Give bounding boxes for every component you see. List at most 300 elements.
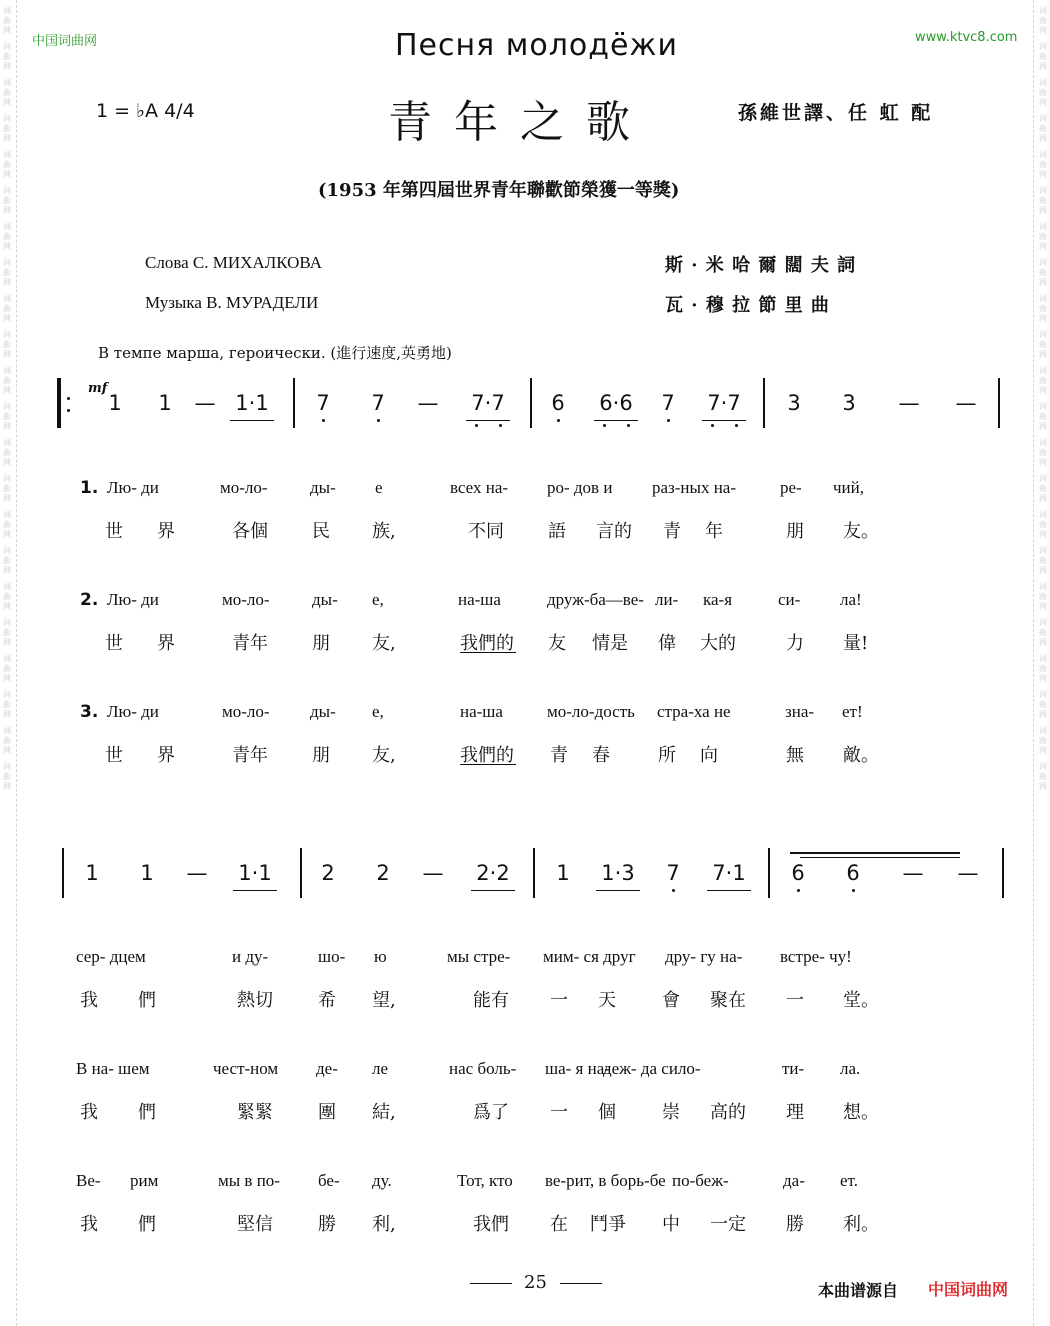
side-watermark-char: 曲 (1039, 520, 1047, 529)
side-watermark-char: 曲 (1039, 664, 1047, 673)
side-watermark-char: 曲 (3, 412, 11, 421)
lyric-ru-syllable: чий, (833, 478, 864, 497)
side-watermark-char: 词 (1039, 222, 1047, 231)
note-13: 3 (787, 391, 801, 415)
side-watermark-char: 曲 (1039, 52, 1047, 61)
repeat-dot-top (67, 397, 70, 400)
side-watermark-char: 词 (3, 618, 11, 627)
lyric-ru-syllable: В на- шем (76, 1059, 150, 1078)
side-watermark-char: 网 (1039, 638, 1047, 647)
side-watermark-char: 词 (1039, 510, 1047, 519)
verse-number: 1. (80, 478, 99, 498)
beam-underline (466, 420, 510, 421)
lyric-cn-char: 天 (598, 990, 616, 1011)
low-octave-dot (797, 889, 800, 892)
barline-2 (300, 848, 302, 898)
lyric-cn-char: 敵。 (843, 745, 879, 766)
lyric-cn-char: 大的 (700, 633, 736, 654)
side-watermark-char: 网 (3, 26, 11, 35)
lyric-cn-char: 無 (786, 745, 804, 766)
beam-underline (471, 890, 515, 891)
side-watermark-char: 词 (1039, 114, 1047, 123)
note-12: 7·1 (712, 861, 746, 885)
lyric-cn-char: 高的 (710, 1102, 746, 1123)
lyric-cn-char: 一 (550, 1102, 568, 1123)
lyric-ru-syllable: мо-ло-дость (547, 702, 635, 721)
note-9: 1 (556, 861, 570, 885)
side-watermark-char: 网 (3, 62, 11, 71)
side-watermark-char: 曲 (3, 520, 11, 529)
tempo-marking: В темпе марша, героически. (進行速度,英勇地) (98, 344, 452, 362)
low-octave-dot (322, 419, 325, 422)
side-watermark-char: 网 (3, 638, 11, 647)
lyric-cn-char: 利。 (843, 1214, 879, 1235)
side-watermark-char: 网 (3, 458, 11, 467)
lyric-cn-char: 一 (550, 990, 568, 1011)
side-watermark-char: 曲 (1039, 772, 1047, 781)
side-watermark-char: 曲 (3, 736, 11, 745)
note-5: 2 (321, 861, 335, 885)
lyric-ru-syllable: на-ша (460, 702, 503, 721)
side-watermark-char: 曲 (1039, 88, 1047, 97)
source-site: 中国词曲网 (928, 1280, 1009, 1299)
lyric-ru-syllable: ды- (310, 702, 336, 721)
side-watermark-char: 网 (3, 206, 11, 215)
note-10: 6·6 (599, 391, 633, 415)
side-watermark-char: 词 (1039, 186, 1047, 195)
lyric-cn-char: 界 (157, 633, 175, 654)
watermark-site-right: www.ktvc8.com (915, 30, 1018, 45)
side-watermark-char: 曲 (3, 484, 11, 493)
lyric-cn-char: 想。 (843, 1102, 879, 1123)
lyric-cn-char: 們 (138, 1214, 156, 1235)
low-octave-dot (667, 419, 670, 422)
lyric-ru-syllable: друж-ба—ве- (547, 590, 644, 609)
side-watermark-char: 曲 (1039, 340, 1047, 349)
side-watermark-char: 曲 (3, 376, 11, 385)
low-octave-dot (603, 424, 606, 427)
lyric-cn-char: 我 (80, 1214, 98, 1235)
side-watermark-char: 网 (3, 242, 11, 251)
side-watermark-char: 网 (3, 278, 11, 287)
note-10: 1·3 (601, 861, 635, 885)
side-watermark-char: 词 (3, 690, 11, 699)
side-watermark-char: 曲 (1039, 232, 1047, 241)
lyric-underline (460, 652, 516, 653)
lyric-ru-syllable: Лю- ди (107, 478, 159, 497)
beam-underline (230, 420, 274, 421)
lyric-ru-syllable: рим (130, 1171, 159, 1190)
subtitle-award: (1953 年第四屆世界青年聯歡節榮獲一等獎) (318, 180, 680, 201)
side-watermark-char: 词 (3, 546, 11, 555)
lyric-cn-char: 不同 (468, 521, 504, 542)
lyric-cn-char: 界 (157, 745, 175, 766)
lyric-cn-char: 能有 (473, 990, 509, 1011)
note-8: 7·7 (471, 391, 505, 415)
side-watermark-char: 词 (3, 6, 11, 15)
side-watermark-char: 网 (3, 494, 11, 503)
barline-4 (763, 378, 765, 428)
side-watermark-char: 曲 (3, 268, 11, 277)
side-watermark-char: 词 (3, 366, 11, 375)
side-watermark-char: 网 (3, 98, 11, 107)
low-octave-dot (557, 419, 560, 422)
lyric-ru-syllable: е, (372, 590, 384, 609)
side-watermark-char: 网 (1039, 602, 1047, 611)
note-1: 1 (85, 861, 99, 885)
note-9: 6 (551, 391, 565, 415)
side-watermark-char: 词 (1039, 690, 1047, 699)
low-octave-dot (627, 424, 630, 427)
side-watermark-char: 词 (3, 402, 11, 411)
lyric-ru-syllable: мим- ся друг (543, 947, 636, 966)
lyric-ru-syllable: дру- гу на- (665, 947, 743, 966)
lyric-ru-syllable: мо-ло- (220, 478, 268, 497)
side-watermark-char: 网 (3, 170, 11, 179)
side-watermark-char: 词 (3, 78, 11, 87)
side-watermark-char: 曲 (3, 556, 11, 565)
side-watermark-char: 曲 (1039, 412, 1047, 421)
barline-5 (998, 378, 1000, 428)
side-watermark-char: 网 (3, 530, 11, 539)
side-watermark-char: 词 (3, 510, 11, 519)
side-watermark-char: 词 (3, 150, 11, 159)
side-watermark-char: 词 (3, 474, 11, 483)
lyric-ru-syllable: нас боль- (449, 1059, 517, 1078)
side-watermark-char: 词 (1039, 582, 1047, 591)
low-octave-dot (377, 419, 380, 422)
side-watermark-char: 曲 (1039, 556, 1047, 565)
lyric-ru-syllable: ет! (842, 702, 863, 721)
side-watermark-char: 词 (3, 114, 11, 123)
side-watermark-char: 词 (1039, 366, 1047, 375)
lyric-ru-syllable: раз-ных на- (652, 478, 736, 497)
lyric-cn-char: 族, (372, 521, 396, 542)
side-watermark-char: 曲 (1039, 304, 1047, 313)
lyric-cn-char: 世 (105, 633, 123, 654)
source-label: 本曲谱源自 (818, 1281, 899, 1300)
russian-title: Песня молодёжи (395, 28, 678, 63)
side-watermark-char: 网 (1039, 278, 1047, 287)
note-15: — (902, 861, 924, 885)
lyric-cn-char: 世 (105, 745, 123, 766)
side-watermark-char: 网 (1039, 422, 1047, 431)
side-watermark-char: 网 (1039, 566, 1047, 575)
lyric-ru-syllable: и ду- (232, 947, 269, 966)
tie-line-2 (800, 857, 960, 858)
lyric-cn-char: 理 (786, 1102, 804, 1123)
low-octave-dot (735, 424, 738, 427)
side-watermark-char: 词 (1039, 330, 1047, 339)
lyric-ru-syllable: бе- (318, 1171, 340, 1190)
lyric-cn-char: 在 (550, 1214, 568, 1235)
lyric-ru-syllable: ет. (840, 1171, 858, 1190)
lyric-cn-char: 民 (312, 521, 330, 542)
right-dashed-border (1033, 0, 1034, 1326)
lyric-cn-char: 友。 (843, 521, 879, 542)
lyric-cn-char: 朋 (786, 521, 804, 542)
side-watermark-char: 曲 (1039, 268, 1047, 277)
note-3: — (194, 391, 216, 415)
lyric-cn-char: 友, (372, 745, 396, 766)
lyric-cn-char: 會 (662, 990, 680, 1011)
side-watermark-char: 词 (1039, 474, 1047, 483)
lyric-cn-char: 世 (105, 521, 123, 542)
verse-number: 3. (80, 702, 99, 722)
side-watermark-char: 曲 (3, 592, 11, 601)
side-watermark-char: 曲 (3, 52, 11, 61)
lyric-ru-syllable: деж- да сило- (603, 1059, 701, 1078)
beam-underline (594, 420, 638, 421)
side-watermark-char: 网 (3, 386, 11, 395)
lyric-cn-char: 爲了 (473, 1102, 509, 1123)
lyric-ru-syllable: Ве- (76, 1171, 101, 1190)
note-3: — (186, 861, 208, 885)
side-watermark-char: 网 (3, 710, 11, 719)
barline-5 (1002, 848, 1004, 898)
lyric-ru-syllable: Лю- ди (107, 590, 159, 609)
lyric-ru-syllable: мо-ло- (222, 590, 270, 609)
side-watermark-char: 词 (1039, 438, 1047, 447)
note-1: 1 (108, 391, 122, 415)
lyric-cn-char: 們 (138, 990, 156, 1011)
side-watermark-char: 网 (3, 422, 11, 431)
lyric-cn-char: 中 (662, 1214, 680, 1235)
lyric-ru-syllable: зна- (785, 702, 815, 721)
lyric-ru-syllable: ро- дов и (547, 478, 613, 497)
lyric-cn-char: 年 (705, 521, 723, 542)
side-watermark-char: 曲 (1039, 484, 1047, 493)
side-watermark-char: 曲 (3, 304, 11, 313)
lyric-cn-char: 朋 (312, 633, 330, 654)
lyric-cn-char: 我 (80, 1102, 98, 1123)
side-watermark-char: 曲 (3, 628, 11, 637)
side-watermark-char: 网 (1039, 206, 1047, 215)
low-octave-dot (475, 424, 478, 427)
lyric-cn-char: 語 (548, 521, 566, 542)
lyric-ru-syllable: Тот, кто (457, 1171, 513, 1190)
lyric-cn-char: 友, (372, 633, 396, 654)
lyric-cn-char: 堂。 (843, 990, 879, 1011)
lyric-ru-syllable: ре- (780, 478, 802, 497)
lyric-ru-syllable: встре- чу! (780, 947, 852, 966)
note-5: 7 (316, 391, 330, 415)
side-watermark-char: 曲 (1039, 124, 1047, 133)
side-watermark-char: 曲 (1039, 160, 1047, 169)
lyric-cn-char: 所 (658, 745, 676, 766)
barline-2 (293, 378, 295, 428)
side-watermark-char: 曲 (1039, 592, 1047, 601)
side-watermark-char: 词 (1039, 402, 1047, 411)
lyric-cn-char: 們 (138, 1102, 156, 1123)
side-watermark-char: 曲 (3, 160, 11, 169)
side-watermark-char: 网 (3, 566, 11, 575)
side-watermark-char: 网 (1039, 458, 1047, 467)
music-author-ru: Музыка В. МУРАДЕЛИ (145, 293, 319, 312)
side-watermark-char: 曲 (1039, 376, 1047, 385)
side-watermark-char: 网 (3, 314, 11, 323)
lyric-ru-syllable: ю (374, 947, 387, 966)
side-watermark-char: 网 (1039, 26, 1047, 35)
beam-underline (707, 890, 751, 891)
barline-3 (533, 848, 535, 898)
side-watermark-char: 网 (3, 782, 11, 791)
music-author-cn: 瓦 · 穆 拉 節 里 曲 (665, 295, 830, 316)
lyric-cn-char: 青年 (232, 745, 268, 766)
side-watermark-char: 网 (1039, 350, 1047, 359)
low-octave-dot (672, 889, 675, 892)
note-11: 7 (661, 391, 675, 415)
side-watermark-char: 词 (1039, 546, 1047, 555)
lyric-ru-syllable: да- (783, 1171, 805, 1190)
side-watermark-char: 曲 (3, 772, 11, 781)
lyric-cn-char: 情是 (592, 633, 628, 654)
side-watermark-char: 曲 (3, 196, 11, 205)
side-watermark-char: 网 (1039, 170, 1047, 179)
right-watermark-column (1037, 0, 1049, 1326)
lyric-cn-char: 青 (663, 521, 681, 542)
side-watermark-char: 词 (1039, 78, 1047, 87)
beam-underline (702, 420, 746, 421)
lyric-ru-syllable: ка-я (703, 590, 733, 609)
lyric-ru-syllable: ла. (840, 1059, 861, 1078)
barline-4 (768, 848, 770, 898)
lyric-ru-syllable: ле (372, 1059, 389, 1078)
side-watermark-char: 网 (1039, 494, 1047, 503)
side-watermark-char: 曲 (3, 664, 11, 673)
side-watermark-char: 词 (1039, 150, 1047, 159)
lyric-cn-char: 我們 (473, 1214, 509, 1235)
side-watermark-char: 词 (1039, 42, 1047, 51)
verse-number: 2. (80, 590, 99, 610)
side-watermark-char: 曲 (3, 232, 11, 241)
lyric-ru-syllable: всех на- (450, 478, 509, 497)
side-watermark-char: 网 (1039, 782, 1047, 791)
side-watermark-char: 网 (1039, 530, 1047, 539)
side-watermark-char: 网 (1039, 314, 1047, 323)
lyric-ru-syllable: ла! (840, 590, 862, 609)
lyric-cn-char: 崇 (662, 1102, 680, 1123)
lyric-cn-char: 友 (548, 633, 566, 654)
lyrics-author-cn: 斯 · 米 哈 爾 闊 夫 詞 (665, 255, 857, 276)
lyric-ru-syllable: ду. (372, 1171, 392, 1190)
side-watermark-char: 网 (1039, 98, 1047, 107)
lyric-ru-syllable: е (375, 478, 383, 497)
note-16: — (957, 861, 979, 885)
note-11: 7 (666, 861, 680, 885)
side-watermark-char: 词 (3, 222, 11, 231)
side-watermark-char: 网 (1039, 674, 1047, 683)
note-13: 6 (791, 861, 805, 885)
lyric-cn-char: 我 (80, 990, 98, 1011)
watermark-site-left: 中国词曲网 (32, 34, 98, 49)
lyric-cn-char: 個 (598, 1102, 616, 1123)
side-watermark-char: 网 (3, 674, 11, 683)
lyric-cn-char: 言的 (596, 521, 632, 542)
page-number-rule-left (470, 1283, 512, 1284)
side-watermark-char: 词 (3, 330, 11, 339)
lyric-cn-char: 望, (372, 990, 396, 1011)
side-watermark-char: 曲 (3, 700, 11, 709)
lyric-ru-syllable: ды- (312, 590, 338, 609)
lyric-cn-char: 春 (592, 745, 610, 766)
note-14: 3 (842, 391, 856, 415)
side-watermark-char: 词 (3, 762, 11, 771)
lyric-underline (460, 764, 516, 765)
lyric-cn-char: 堅信 (237, 1214, 273, 1235)
translator-credit: 孫維世譯、任 虹 配 (738, 102, 934, 124)
lyric-cn-char: 希 (318, 990, 336, 1011)
side-watermark-char: 网 (1039, 746, 1047, 755)
lyric-ru-syllable: ти- (782, 1059, 805, 1078)
lyric-cn-char: 向 (700, 745, 718, 766)
beam-underline (596, 890, 640, 891)
side-watermark-char: 词 (1039, 258, 1047, 267)
note-4: 1·1 (238, 861, 272, 885)
lyric-cn-char: 我們的 (460, 745, 514, 766)
lyric-ru-syllable: Лю- ди (107, 702, 159, 721)
page-number: 25 (524, 1272, 547, 1293)
lyric-cn-char: 量! (843, 633, 869, 654)
lyric-ru-syllable: ли- (655, 590, 679, 609)
lyric-cn-char: 熱切 (237, 990, 273, 1011)
side-watermark-char: 曲 (1039, 196, 1047, 205)
lyric-ru-syllable: мы в по- (218, 1171, 280, 1190)
side-watermark-char: 曲 (1039, 628, 1047, 637)
lyric-ru-syllable: ды- (310, 478, 336, 497)
side-watermark-char: 网 (1039, 386, 1047, 395)
side-watermark-char: 网 (1039, 134, 1047, 143)
side-watermark-char: 曲 (3, 124, 11, 133)
dynamic-mf: mf (88, 381, 108, 396)
side-watermark-char: 网 (1039, 242, 1047, 251)
lyric-cn-char: 青年 (232, 633, 268, 654)
side-watermark-char: 网 (3, 746, 11, 755)
lyric-cn-char: 勝 (318, 1214, 336, 1235)
note-4: 1·1 (235, 391, 269, 415)
note-8: 2·2 (476, 861, 510, 885)
side-watermark-char: 曲 (3, 448, 11, 457)
side-watermark-char: 词 (3, 294, 11, 303)
side-watermark-char: 词 (1039, 618, 1047, 627)
lyric-cn-char: 一 (786, 990, 804, 1011)
lyric-ru-syllable: ве-рит, в борь-бе (545, 1171, 666, 1190)
side-watermark-char: 词 (3, 726, 11, 735)
barline-1 (62, 848, 64, 898)
lyric-ru-syllable: мо-ло- (222, 702, 270, 721)
note-12: 7·7 (707, 391, 741, 415)
side-watermark-char: 网 (3, 602, 11, 611)
side-watermark-char: 曲 (1039, 16, 1047, 25)
lyric-ru-syllable: сер- дцем (76, 947, 146, 966)
side-watermark-char: 词 (3, 654, 11, 663)
lyric-ru-syllable: де- (316, 1059, 338, 1078)
lyric-cn-char: 朋 (312, 745, 330, 766)
low-octave-dot (852, 889, 855, 892)
side-watermark-char: 词 (1039, 294, 1047, 303)
lyric-cn-char: 團 (318, 1102, 336, 1123)
side-watermark-char: 词 (1039, 726, 1047, 735)
lyric-cn-char: 聚在 (710, 990, 746, 1011)
note-6: 7 (371, 391, 385, 415)
lyric-cn-char: 青 (550, 745, 568, 766)
note-16: — (955, 391, 977, 415)
note-6: 2 (376, 861, 390, 885)
side-watermark-char: 词 (3, 186, 11, 195)
lyric-cn-char: 力 (786, 633, 804, 654)
lyric-ru-syllable: си- (778, 590, 801, 609)
note-2: 1 (140, 861, 154, 885)
